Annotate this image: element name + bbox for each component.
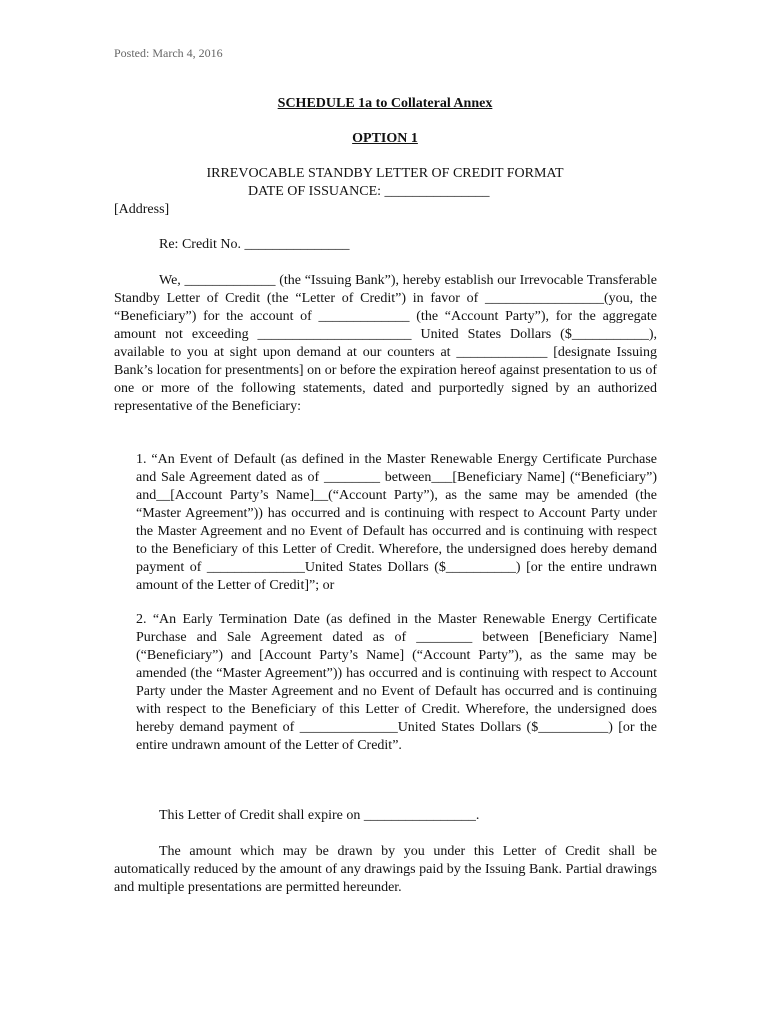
statement-1: 1. “An Event of Default (as defined in the Master Renewable Energy Certificate Purchase and Sale Agreement dated as of ________ between___[Beneficiary Name] (“Beneficiary”) and__[Account Party’s Name]__(“Account Party”), as the same may be amended (the “Master Agreement”)) has occurred and is continuing with respect to Account Party under the Master Agreement and no Event of Default has occurred and is continuing with respect to the Beneficiary of this Letter of Credit. Wherefore, the undersigned does hereby demand payment of ______________United States Dollars ($__________) [or the entire undrawn amount of the Letter of Credit]”; or xyxy=(136,452,657,593)
format-heading: IRREVOCABLE STANDBY LETTER OF CREDIT FORMAT xyxy=(206,166,564,181)
option-title: OPTION 1 xyxy=(352,131,418,146)
intro-paragraph: We, _____________ (the “Issuing Bank”), hereby establish our Irrevocable Transferable Standby Letter of Credit (the “Letter of Credit”) in favor of _________________(you, the “Beneficiary”) for the account of _____________ (the “Account Party”), for the aggregate amount not exceeding ______________________ United States Dollars ($___________), available to you at sight upon demand at our counters at _____________ [designate Issuing Bank’s location for presentments] on or before the expiration hereof against presentation to us of one or more of the following statements, dated and purportedly signed by an authorized representative of the Beneficiary: xyxy=(114,273,657,414)
expiry-paragraph: This Letter of Credit shall expire on ________________. xyxy=(159,808,480,823)
address-line: [Address] xyxy=(114,202,170,217)
posted-date: Posted: March 4, 2016 xyxy=(114,46,223,60)
schedule-title: SCHEDULE 1a to Collateral Annex xyxy=(277,96,493,111)
reduction-paragraph: The amount which may be drawn by you under this Letter of Credit shall be automatically reduced by the amount of any drawings paid by the Issuing Bank. Partial drawings and multiple presentations are permitted hereunder. xyxy=(114,844,657,895)
credit-number-line: Re: Credit No. _______________ xyxy=(159,237,350,252)
statement-2: 2. “An Early Termination Date (as defined in the Master Renewable Energy Certificate Purchase and Sale Agreement dated as of ________ between [Beneficiary Name] (“Beneficiary”) and [Account Party’s Name] (“Account Party”), as the same may be amended (the “Master Agreement”)) has occurred and is continuing with respect to Account Party under the Master Agreement and no Event of Default has occurred and is continuing with respect to the Beneficiary of this Letter of Credit. Wherefore, the undersigned does hereby demand payment of ______________United States Dollars ($__________) [or the entire undrawn amount of the Letter of Credit”. xyxy=(136,612,657,753)
date-of-issuance: DATE OF ISSUANCE: _______________ xyxy=(248,184,490,199)
